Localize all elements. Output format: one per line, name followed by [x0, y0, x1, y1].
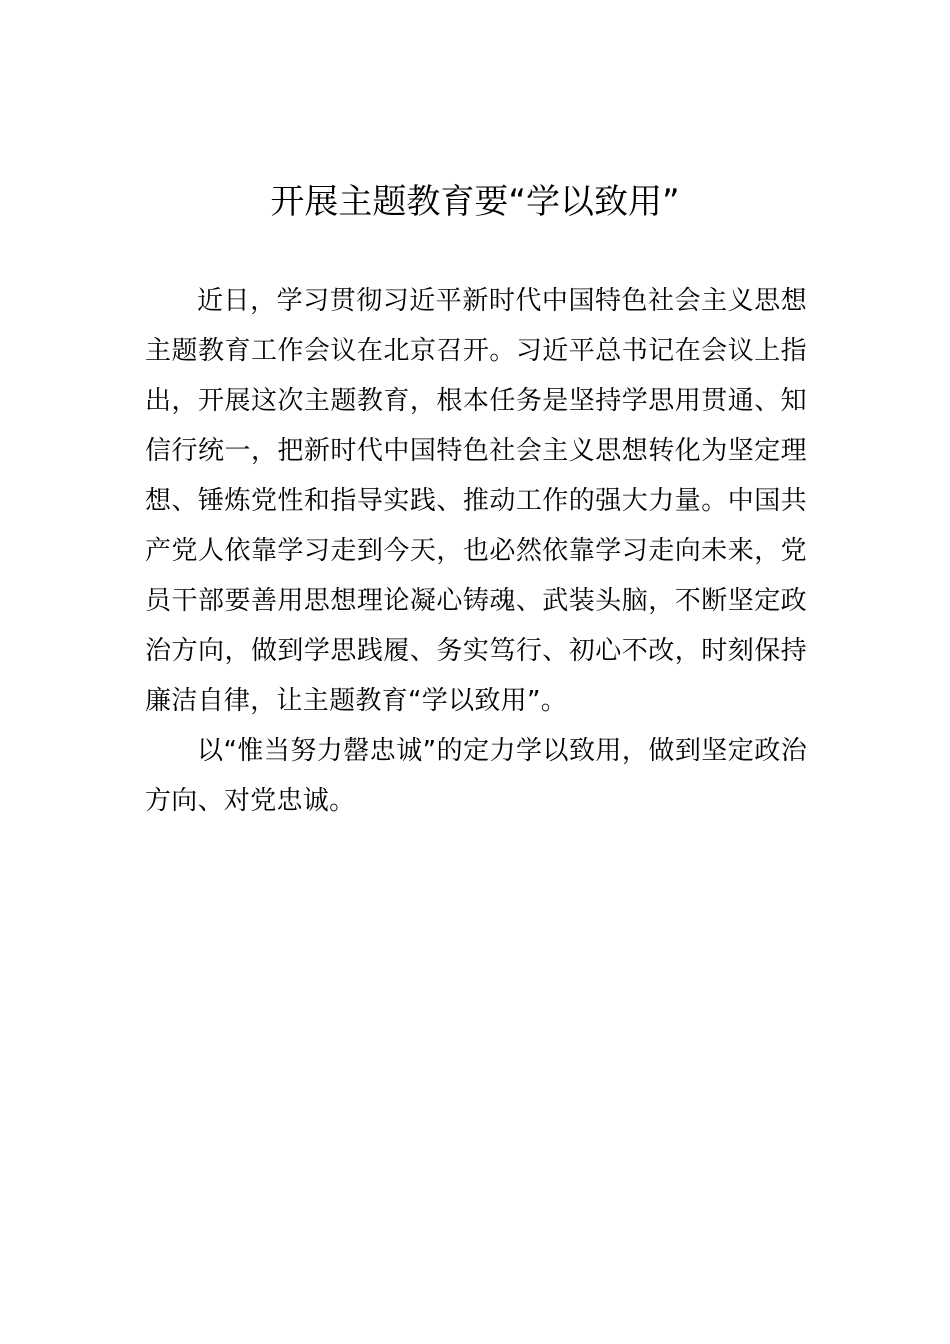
- document-body: [145, 276, 807, 826]
- paragraph-2: 以“惟当努力罄忠诚”的定力学以致用，做到坚定政治方向、对党忠诚。: [145, 736, 807, 816]
- document-title: 开展主题教育要“学以致用”: [270, 182, 680, 222]
- paragraph-1: 近日，学习贯彻习近平新时代中国特色社会主义思想主题教育工作会议在北京召开。习近平总书记在会议上指出，开展这次主题教育，根本任务是坚持学思用贯通、知信行统一，把新时代中国特色社会主义思想转化为坚定理想、锤炼党性和指导实践、推动工作的强大力量。中国共产党人依靠学习走到今天，也必然依靠学习走向未来，党员干部要善用思想理论凝心铸魂、武装头脑，不断坚定政治方向，做到学思践履、务实笃行、初心不改，时刻保持廉洁自律，让主题教育“学以致用”。: [145, 286, 807, 716]
